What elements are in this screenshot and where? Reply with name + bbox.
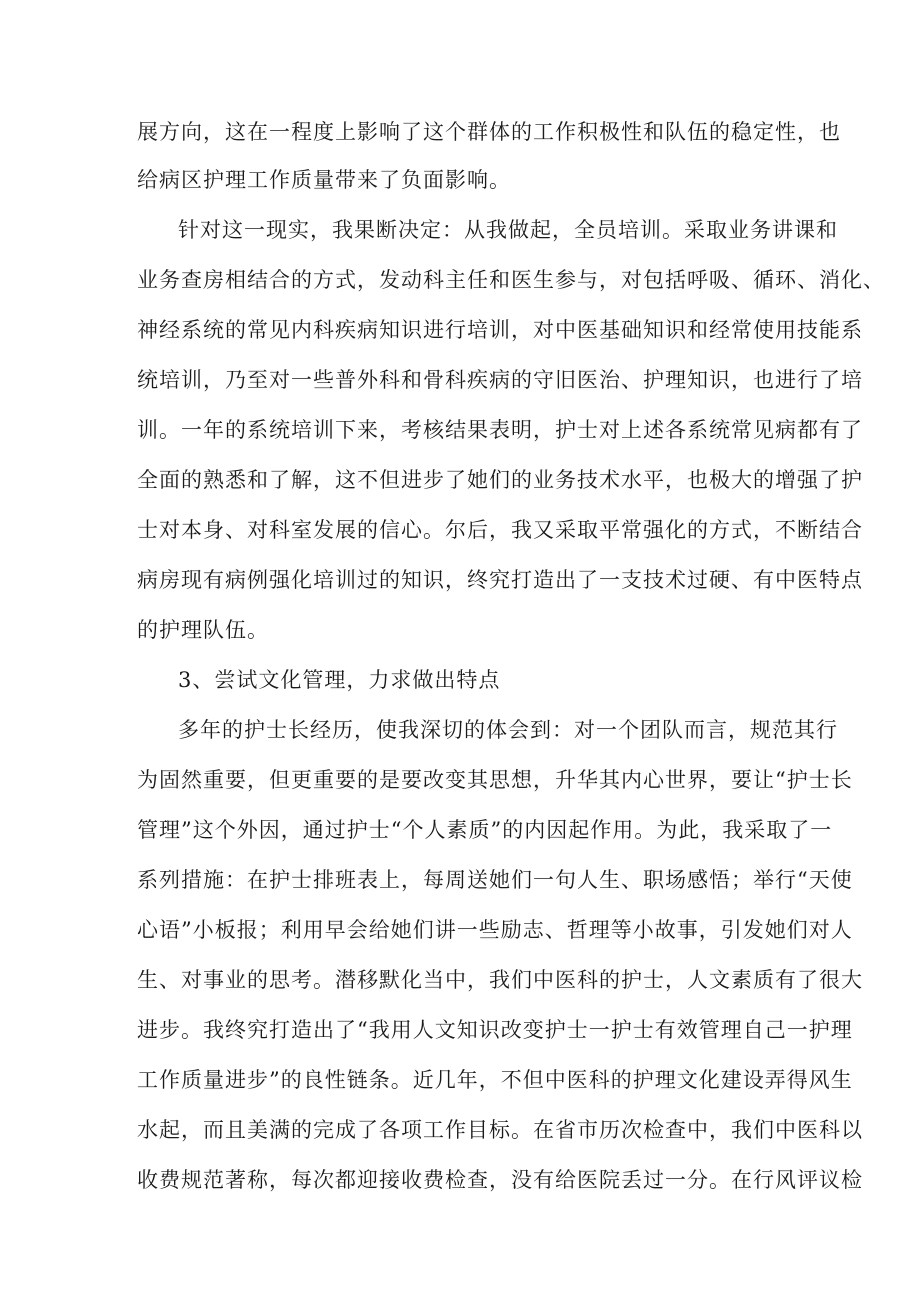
text-line-2: 给病区护理工作质量带来了负面影响。	[137, 168, 511, 192]
text-line-14: 为固然重要，但更重要的是要改变其思想，升华其内心世界，要让“护士长	[137, 768, 853, 792]
text-line-9: 士对本身、对科室发展的信心。尔后，我又采取平常强化的方式，不断结合	[137, 518, 863, 542]
text-line-19: 进步。我终究打造出了“我用人文知识改变护士一护士有效管理自己一护理	[137, 1018, 853, 1042]
text-line-8: 全面的熟悉和了解，这不但进步了她们的业务技术水平，也极大的增强了护	[137, 468, 863, 492]
text-line-15: 管理”这个外因，通过护士“个人素质”的内因起作用。为此，我采取了一	[137, 818, 833, 842]
text-line-7: 训。一年的系统培训下来，考核结果表明，护士对上述各系统常见病都有了	[137, 418, 863, 442]
text-line-17: 心语”小板报；利用早会给她们讲一些励志、哲理等小故事，引发她们对人	[137, 918, 853, 942]
text-line-1: 展方向，这在一程度上影响了这个群体的工作积极性和队伍的稳定性，也	[137, 120, 841, 144]
paragraph-3-line-1: 多年的护士长经历，使我深切的体会到：对一个团队而言，规范其行	[178, 718, 838, 742]
text-line-18: 生、对事业的思考。潜移默化当中，我们中医科的护士，人文素质有了很大	[137, 968, 863, 992]
text-line-10: 病房现有病例强化培训过的知识，终究打造出了一支技术过硬、有中医特点	[137, 568, 863, 592]
text-line-20: 工作质量进步”的良性链条。近几年，不但中医科的护理文化建设弄得风生	[137, 1068, 853, 1092]
text-line-6: 统培训，乃至对一些普外科和骨科疾病的守旧医治、护理知识，也进行了培	[137, 368, 863, 392]
text-line-4: 业务查房相结合的方式，发动科主任和医生参与，对包括呼吸、循环、消化、	[137, 268, 885, 292]
text-line-16: 系列措施：在护士排班表上，每周送她们一句人生、职场感悟；举行“天使	[137, 868, 853, 892]
text-line-21: 水起，而且美满的完成了各项工作目标。在省市历次检查中，我们中医科以	[137, 1118, 863, 1142]
text-line-11: 的护理队伍。	[137, 618, 269, 642]
text-line-22: 收费规范著称，每次都迎接收费检查，没有给医院丢过一分。在行风评议检	[137, 1168, 863, 1192]
paragraph-2-line-1: 针对这一现实，我果断决定：从我做起，全员培训。采取业务讲课和	[178, 218, 838, 242]
text-line-5: 神经系统的常见内科疾病知识进行培训，对中医基础知识和经常使用技能系	[137, 318, 863, 342]
section-heading: 3、尝试文化管理，力求做出特点	[178, 668, 501, 692]
